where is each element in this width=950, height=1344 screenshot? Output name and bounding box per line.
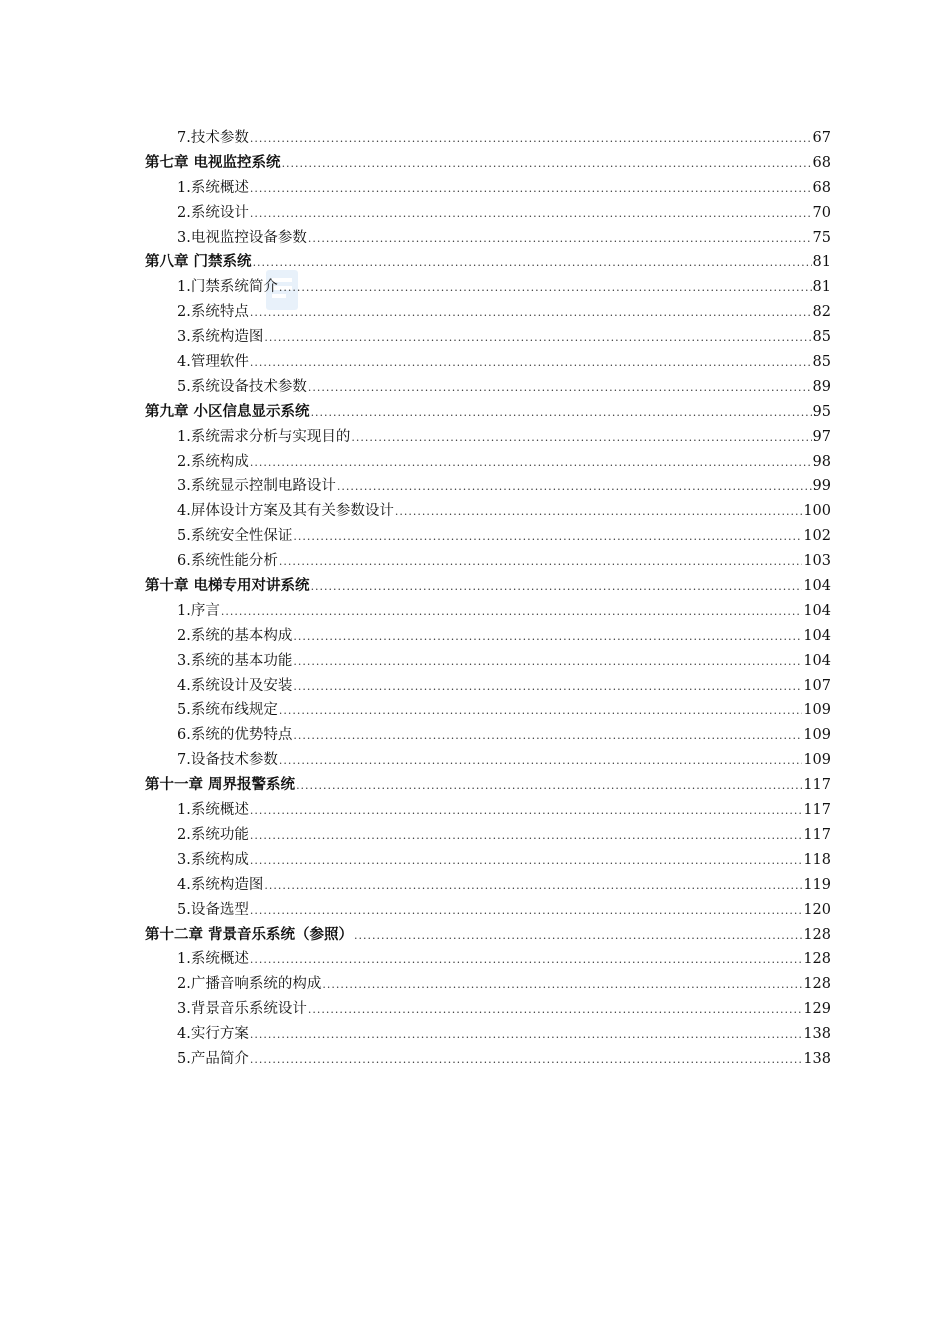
toc-entry-title: 第七章 电视监控系统 [145, 154, 281, 171]
toc-entry-page-number: 85 [812, 329, 831, 346]
toc-entry-title: 第八章 门禁系统 [145, 254, 252, 271]
toc-entry-page-number: 128 [803, 951, 831, 968]
toc-entry-page-number: 81 [812, 254, 831, 271]
toc-section-entry[interactable] [145, 1022, 831, 1047]
toc-section-entry[interactable] [145, 325, 831, 350]
toc-entry-title: 3.系统构造图 [177, 329, 264, 346]
toc-dot-leader [293, 625, 802, 650]
toc-dot-leader [354, 924, 802, 949]
toc-dot-leader [311, 401, 812, 426]
toc-dot-leader [250, 202, 812, 227]
toc-entry-page-number: 75 [812, 229, 831, 246]
table-of-contents [145, 126, 831, 1072]
toc-section-entry[interactable] [145, 723, 831, 748]
toc-entry-title: 7.技术参数 [177, 130, 249, 146]
toc-dot-leader [337, 475, 812, 500]
toc-section-entry[interactable] [145, 649, 831, 674]
toc-entry-title: 5.设备选型 [177, 901, 249, 918]
toc-entry-page-number: 128 [803, 926, 831, 943]
toc-entry-page-number: 100 [803, 503, 831, 520]
toc-chapter-entry[interactable] [145, 574, 831, 599]
toc-section-entry[interactable] [145, 624, 831, 649]
toc-entry-title: 6.系统的优势特点 [177, 727, 293, 744]
toc-entry-title: 2.系统设计 [177, 204, 249, 221]
toc-dot-leader [279, 550, 802, 575]
toc-entry-title: 第十章 电梯专用对讲系统 [145, 578, 310, 595]
toc-entry-page-number: 102 [803, 528, 831, 545]
toc-entry-page-number: 104 [803, 627, 831, 644]
toc-entry-title: 1.门禁系统简介 [177, 279, 278, 296]
toc-entry-title: 4.实行方案 [177, 1026, 249, 1043]
toc-section-entry[interactable] [145, 599, 831, 624]
toc-dot-leader [322, 973, 802, 998]
toc-entry-title: 5.系统设备技术参数 [177, 378, 307, 395]
toc-entry-page-number: 68 [812, 179, 831, 196]
toc-dot-leader [308, 376, 812, 401]
toc-entry-page-number: 117 [803, 802, 831, 819]
toc-section-entry[interactable] [145, 126, 831, 151]
toc-entry-page-number: 98 [812, 453, 831, 470]
toc-chapter-entry[interactable] [145, 151, 831, 176]
toc-entry-page-number: 109 [803, 727, 831, 744]
toc-entry-title: 2.系统构成 [177, 453, 249, 470]
toc-entry-title: 2.广播音响系统的构成 [177, 976, 322, 993]
toc-dot-leader [279, 276, 812, 301]
toc-dot-leader [293, 525, 802, 550]
toc-entry-page-number: 81 [812, 279, 831, 296]
toc-entry-title: 第十一章 周界报警系统 [145, 777, 296, 794]
toc-entry-title: 3.电视监控设备参数 [177, 229, 307, 246]
toc-section-entry[interactable] [145, 201, 831, 226]
toc-dot-leader [250, 451, 812, 476]
toc-dot-leader [296, 774, 802, 799]
toc-section-entry[interactable] [145, 499, 831, 524]
toc-entry-page-number: 138 [803, 1026, 831, 1043]
toc-entry-page-number: 104 [803, 578, 831, 595]
toc-section-entry[interactable] [145, 450, 831, 475]
toc-entry-page-number: 109 [803, 752, 831, 769]
toc-dot-leader [293, 675, 802, 700]
toc-section-entry[interactable] [145, 947, 831, 972]
toc-entry-page-number: 85 [812, 354, 831, 371]
toc-section-entry[interactable] [145, 350, 831, 375]
toc-dot-leader [250, 301, 812, 326]
toc-entry-page-number: 97 [812, 428, 831, 445]
toc-dot-leader [293, 650, 802, 675]
toc-section-entry[interactable] [145, 524, 831, 549]
toc-dot-leader [279, 749, 802, 774]
toc-entry-title: 1.系统概述 [177, 802, 249, 819]
toc-dot-leader [264, 326, 811, 351]
toc-section-entry[interactable] [145, 425, 831, 450]
toc-entry-title: 2.系统的基本构成 [177, 627, 293, 644]
toc-section-entry[interactable] [145, 748, 831, 773]
toc-entry-title: 4.系统构造图 [177, 876, 264, 893]
toc-entry-title: 2.系统特点 [177, 304, 249, 321]
toc-dot-leader [308, 227, 812, 252]
toc-entry-page-number: 128 [803, 976, 831, 993]
toc-entry-title: 4.管理软件 [177, 354, 249, 371]
toc-section-entry[interactable] [145, 1047, 831, 1072]
toc-entry-title: 1.系统需求分析与实现目的 [177, 428, 351, 445]
toc-chapter-entry[interactable] [145, 773, 831, 798]
toc-entry-title: 3.系统构成 [177, 851, 249, 868]
toc-section-entry[interactable] [145, 898, 831, 923]
toc-dot-leader [282, 152, 812, 177]
toc-dot-leader [264, 874, 802, 899]
toc-dot-leader [250, 948, 802, 973]
toc-dot-leader [279, 699, 802, 724]
toc-dot-leader [250, 1048, 802, 1073]
toc-dot-leader [221, 600, 802, 625]
toc-section-entry[interactable] [145, 300, 831, 325]
toc-entry-title: 5.产品简介 [177, 1050, 249, 1067]
toc-section-entry[interactable] [145, 698, 831, 723]
toc-entry-title: 1.系统概述 [177, 951, 249, 968]
toc-section-entry[interactable] [145, 848, 831, 873]
toc-dot-leader [250, 127, 812, 152]
toc-dot-leader [395, 500, 802, 525]
toc-entry-title: 7.设备技术参数 [177, 752, 278, 769]
toc-entry-page-number: 67 [812, 130, 831, 146]
toc-section-entry[interactable] [145, 972, 831, 997]
toc-entry-title: 3.系统的基本功能 [177, 652, 293, 669]
toc-entry-page-number: 104 [803, 652, 831, 669]
toc-entry-title: 3.系统显示控制电路设计 [177, 478, 336, 495]
toc-entry-title: 第九章 小区信息显示系统 [145, 403, 310, 420]
toc-section-entry[interactable] [145, 474, 831, 499]
toc-dot-leader [250, 899, 802, 924]
toc-entry-page-number: 104 [803, 602, 831, 619]
toc-entry-page-number: 82 [812, 304, 831, 321]
toc-entry-page-number: 70 [812, 204, 831, 221]
toc-chapter-entry[interactable] [145, 923, 831, 948]
toc-entry-title: 5.系统安全性保证 [177, 528, 293, 545]
toc-dot-leader [311, 575, 803, 600]
toc-dot-leader [250, 849, 802, 874]
toc-dot-leader [250, 799, 802, 824]
toc-section-entry[interactable] [145, 823, 831, 848]
toc-chapter-entry[interactable] [145, 400, 831, 425]
toc-entry-page-number: 95 [812, 403, 831, 420]
toc-entry-page-number: 138 [803, 1050, 831, 1067]
toc-entry-page-number: 129 [803, 1001, 831, 1018]
toc-section-entry[interactable] [145, 549, 831, 574]
toc-dot-leader [250, 824, 802, 849]
toc-chapter-entry[interactable] [145, 250, 831, 275]
toc-section-entry[interactable] [145, 375, 831, 400]
toc-dot-leader [250, 177, 812, 202]
toc-entry-title: 第十二章 背景音乐系统（参照） [145, 926, 354, 943]
toc-entry-title: 1.序言 [177, 602, 220, 619]
toc-entry-title: 3.背景音乐系统设计 [177, 1001, 307, 1018]
toc-entry-page-number: 119 [803, 876, 831, 893]
toc-entry-page-number: 107 [803, 677, 831, 694]
toc-section-entry[interactable] [145, 176, 831, 201]
toc-entry-title: 2.系统功能 [177, 826, 249, 843]
toc-dot-leader [293, 724, 802, 749]
toc-entry-page-number: 118 [803, 851, 831, 868]
toc-entry-title: 4.系统设计及安装 [177, 677, 293, 694]
toc-entry-page-number: 99 [812, 478, 831, 495]
toc-dot-leader [351, 426, 811, 451]
toc-section-entry[interactable] [145, 798, 831, 823]
toc-section-entry[interactable] [145, 997, 831, 1022]
toc-entry-page-number: 117 [803, 777, 831, 794]
toc-entry-page-number: 103 [803, 553, 831, 570]
toc-dot-leader [253, 251, 812, 276]
toc-dot-leader [250, 1023, 802, 1048]
toc-section-entry[interactable] [145, 674, 831, 699]
toc-entry-title: 6.系统性能分析 [177, 553, 278, 570]
toc-section-entry[interactable] [145, 275, 831, 300]
toc-dot-leader [308, 998, 802, 1023]
toc-entry-page-number: 117 [803, 826, 831, 843]
toc-dot-leader [250, 351, 812, 376]
toc-section-entry[interactable] [145, 226, 831, 251]
toc-entry-title: 5.系统布线规定 [177, 702, 278, 719]
toc-entry-page-number: 89 [812, 378, 831, 395]
toc-section-entry[interactable] [145, 873, 831, 898]
toc-entry-page-number: 109 [803, 702, 831, 719]
toc-entry-title: 1.系统概述 [177, 179, 249, 196]
toc-entry-title: 4.屏体设计方案及其有关参数设计 [177, 503, 394, 520]
toc-entry-page-number: 68 [812, 154, 831, 171]
toc-entry-page-number: 120 [803, 901, 831, 918]
